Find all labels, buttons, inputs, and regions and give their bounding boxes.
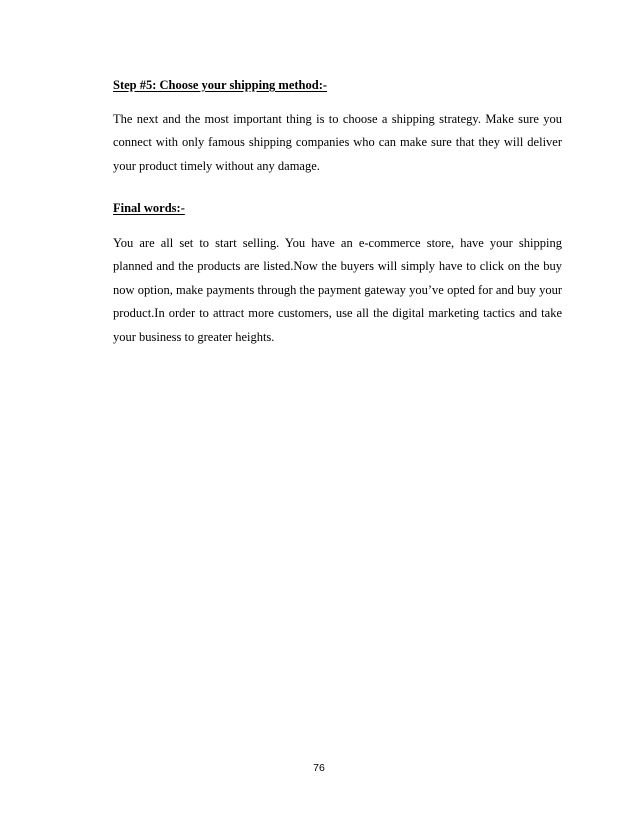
page-number: 76	[313, 762, 325, 774]
section-heading-shipping-method: Step #5: Choose your shipping method:-	[113, 78, 328, 92]
section-paragraph-shipping-method: The next and the most important thing is to choose a shipping strategy. Make sure you connect with only famous shipping companies who can make sure that they will deliver your product timely without any damage.	[113, 112, 562, 173]
section-heading-final-words: Final words:-	[113, 201, 185, 215]
section-paragraph-final-words: You are all set to start selling. You have an e-commerce store, have your shipping planned and the products are listed.Now the buyers will simply have to click on the buy now option, make payments through the payment gateway you’ve opted for and buy your product.In order to attract more customers, use all the digital marketing tactics and take your business to greater heights.	[113, 236, 562, 344]
